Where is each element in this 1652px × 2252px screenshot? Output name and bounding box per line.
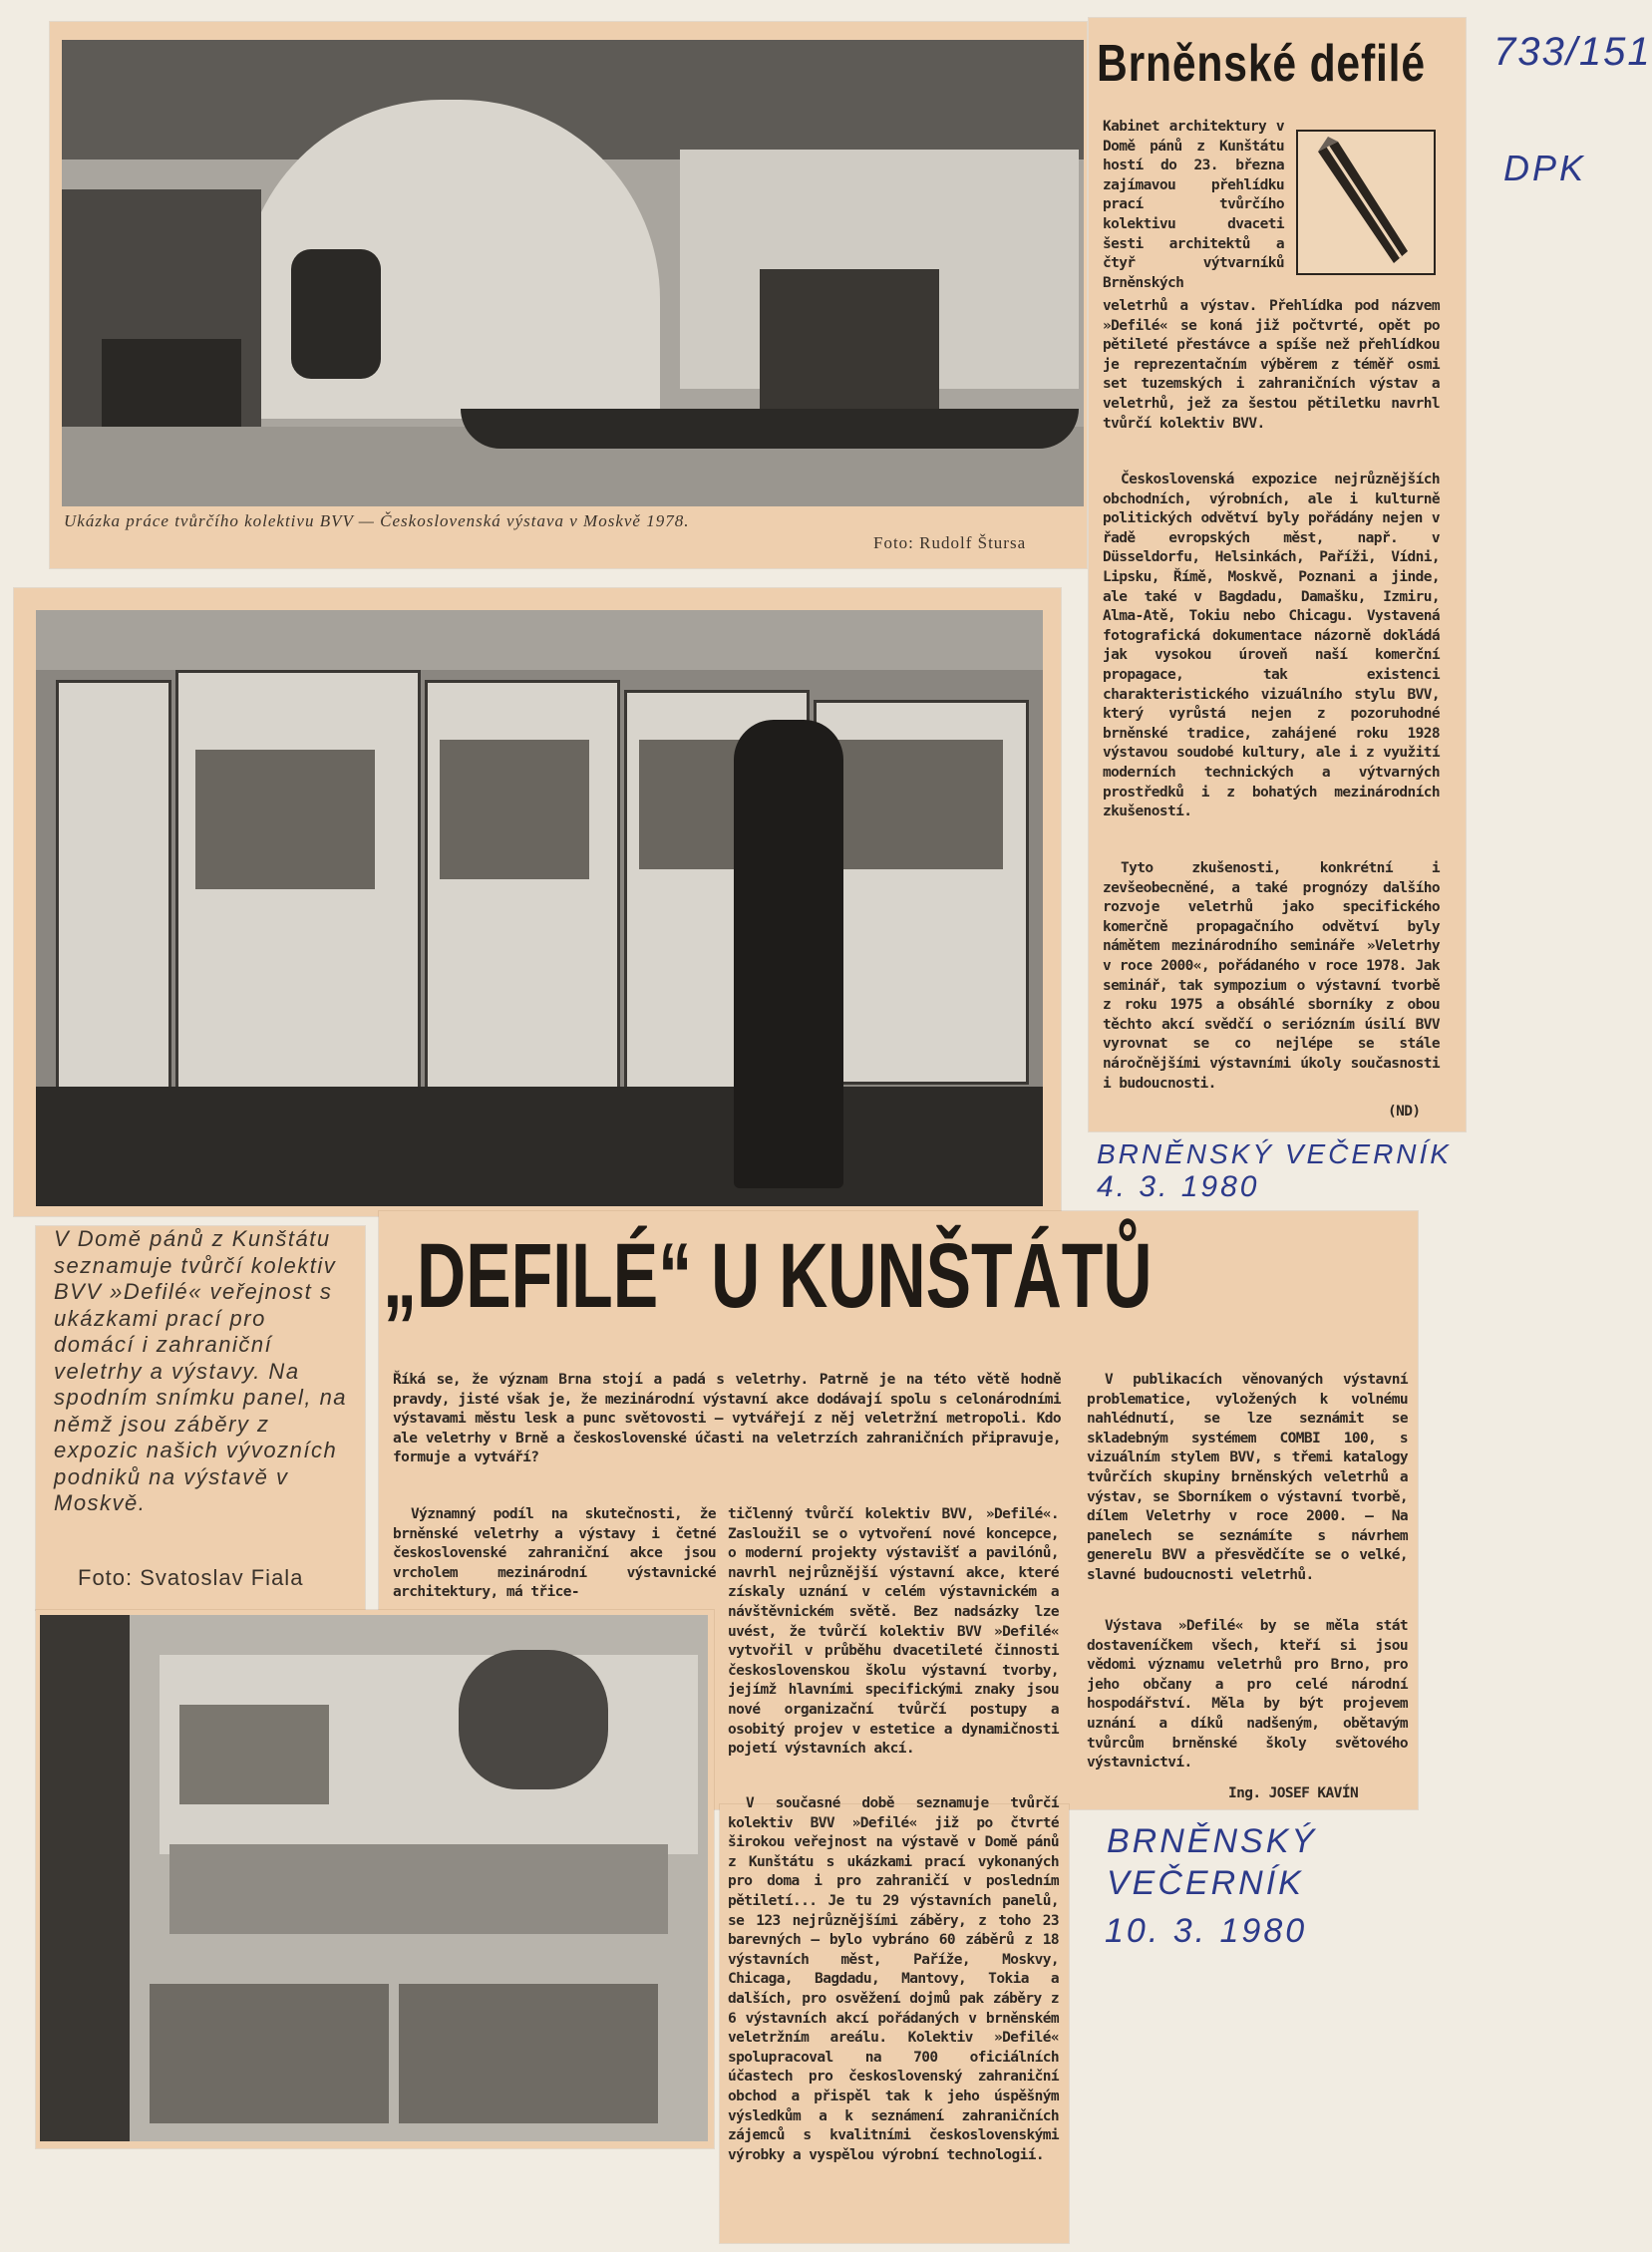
- article1-paragraph-3: Tyto zkušenosti, konkrétní i zevšeobecněné, a také prognózy dalšího rozvoje veletrhů jako specifického komerčně propagačního odvětví byly námětem mezinárodního semináře »Veletrhy v roce 2000«, pořádaného v roce 1978. Jak seminář, tak sympozium o výstavní tvorbě z roku 1975 a obsáhlé sborníky z obou těchto akcí svědčí o seriózním úsilí BVV vyrovnat se co nejlépe se stále náročnějšími výstavními úkoly současnosti i budoucnosti.: [1103, 860, 1440, 1092]
- source-2-line1: BRNĚNSKÝ: [1107, 1822, 1318, 1860]
- article2-body-mid: tičlenný tvůrčí kolektiv BVV, »Defilé«. Zasloužil se o vytvoření nové koncepce, o moderní projekty výstavišť a pavilónů, navrhl nejrůznější výstavní akce, které získaly uznání v celém výstavnickém a návštěvnickém světě. Bez nadsázky lze uvést, že tvůrčí kolektiv BVV »Defilé« vytvořil v průběhu dvacetileté činnosti československou školu výstavní tvorby, jejímž hlavními specifickými znaky jsou nové organizační tvůrčí postupy a osobitý projev v estetice a dynamičnosti pojetí výstavních akcí.: [728, 1506, 1059, 1758]
- date-2: 10. 3. 1980: [1105, 1912, 1308, 1950]
- article1-paragraph-2: Československá expozice nejrůznějších obchodních, výrobních, ale i kulturně politických odvětví byly pořádány nejen v řadě evropských měst, např. v Düsseldorfu, Helsinkách, Paříži, Vídni, Lipsku, Římě, Moskvě, Poznani a jinde, ale také v Bagdadu, Damašku, Izmiru, Alma-Atě, Tokiu nebo Chicagu. Vystavená fotografická dokumentace názorně dokládá jak vysokou úroveň naší komerční propagace, tak existenci charakteristického vizuálního stylu BVV, který vyrůstá nejen z pozoruhodné brněnské tradice, zahájené roku 1928 výstavou soudobé kultury, ale i z využití moderních technických a výtvarných prostředků i z bohatých mezinárodních zkušeností.: [1103, 472, 1440, 820]
- top-photo-credit: Foto: Rudolf Štursa: [873, 533, 1027, 552]
- article1-signature: (ND): [1388, 1104, 1421, 1120]
- bottom-exhibition-photo: [40, 1615, 708, 2141]
- pen-illustration: [1296, 130, 1436, 275]
- top-photo-caption: Ukázka práce tvůrčího kolektivu BVV — Československá výstava v Moskvě 1978.: [64, 511, 690, 530]
- top-exhibition-photo: [62, 40, 1084, 506]
- article2-side-caption: V Domě pánů z Kunštátu seznamuje tvůrčí kolektiv BVV »Defilé« veřejnost s ukázkami prací pro domácí i zahraniční veletrhy a výstavy. Na spodním snímku panel, na němž jsou záběry z expozic našich vývozních podniků na výstavě v Moskvě.: [54, 1226, 348, 1515]
- pen-icon: [1298, 132, 1434, 273]
- article2-side-credit: Foto: Svatoslav Fiala: [78, 1565, 304, 1590]
- article2-lead: Říká se, že význam Brna stojí a padá s veletrhy. Patrně je na této větě hodně pravdy, jisté však je, že mezinárodní výstavní akce dodávají spolu s celonárodními výstavami městu lesk a punc světovosti — vytvářejí z něj veletržní metropoli. Kdo ale veletrhy v Brně a československé účasti na veletrzích zahraničních připravuje, formuje a vytváří?: [393, 1372, 1061, 1466]
- source-2-line2: VEČERNÍK: [1107, 1864, 1304, 1902]
- catalog-number: 733/151: [1493, 30, 1652, 74]
- article1-paragraph-1: veletrhů a výstav. Přehlídka pod názvem »Defilé« se koná již počtvrté, opět po pětileté přestávce a spíše než přehlídkou je reprezentačním výběrem z téměř osmi set tuzemských i zahraničních výstav a veletrhů, jež za šestou pětiletku navrhl tvůrčí kolektiv BVV.: [1103, 298, 1440, 432]
- article2-body-mid2: V současné době seznamuje tvůrčí kolektiv BVV »Defilé« již po čtvrté širokou veřejnost na výstavě v Domě pánů z Kunštátu s ukázkami prací vykonaných pro doma i pro zahraničí v posledním pětiletí... Je tu 29 výstavních panelů, se 123 nejrůznějšími záběry, z toho 23 barevných — bylo vybráno 60 záběrů z 18 výstavních měst, Paříže, Moskvy, Chicaga, Bagdadu, Mantovy, Tokia a dalších, pro osvěžení dojmů pak záběry z 6 výstavních akcí pořádaných v brněnském veletržním areálu. Kolektiv »Defilé« spolupracoval na 700 oficiálních účastech pro československý zahraniční obchod a přispěl tak k jeho úspěšným výsledkům a k seznámení zahraničních zájemců s kvalitními československými výrobky a vyspělou výrobní technologií.: [728, 1795, 1059, 2163]
- article2-headline: „DEFILÉ“ U KUNŠTÁTŮ: [383, 1225, 1153, 1327]
- article2-body-left: Významný podíl na skutečnosti, že brněnské veletrhy a výstavy i četné československé zahraniční akce jsou vrcholem mezinárodní výstavnické architektury, má třice-: [393, 1506, 716, 1601]
- article2-body-right: V publikacích věnovaných výstavní problematice, vyložených k volnému nahlédnutí, se lze seznámit se skladebným systémem COMBI 100, s vizuálním stylem BVV, s třemi katalogy tvůrčích skupiny brněnských veletrhů a výstav, se Sborníkem o výstavní tvorbě, dílem Veletrhy v roce 2000. — Na panelech se seznámíte s návrhem generelu BVV a přesvědčíte se o velké, slavné budoucnosti veletrhů.: [1087, 1372, 1408, 1583]
- middle-exhibition-photo: [36, 610, 1043, 1206]
- article2-body-right2: Výstava »Defilé« by se měla stát dostaveníčkem všech, kteří si jsou vědomi významu veletrhů pro Brno, pro jeho občany a pro celé národní hospodářství. Měla by být projevem uznání a díků nadšeným, obětavým tvůrcům brněnské školy světového výstavnictví.: [1087, 1618, 1408, 1771]
- article1-intro: Kabinet architektury v Domě pánů z Kunštátu hostí do 23. března zajímavou přehlídku prací tvůrčího kolektivu dvaceti šesti architektů a čtyř výtvarníků Brněnských: [1103, 119, 1284, 291]
- person-figure: [734, 720, 843, 1188]
- source-1: BRNĚNSKÝ VEČERNÍK: [1097, 1138, 1452, 1169]
- date-1: 4. 3. 1980: [1097, 1170, 1260, 1203]
- article1-headline: Brněnské defilé: [1097, 35, 1426, 93]
- catalog-code: DPK: [1503, 148, 1587, 188]
- article2-author: Ing. JOSEF KAVÍN: [1228, 1785, 1359, 1801]
